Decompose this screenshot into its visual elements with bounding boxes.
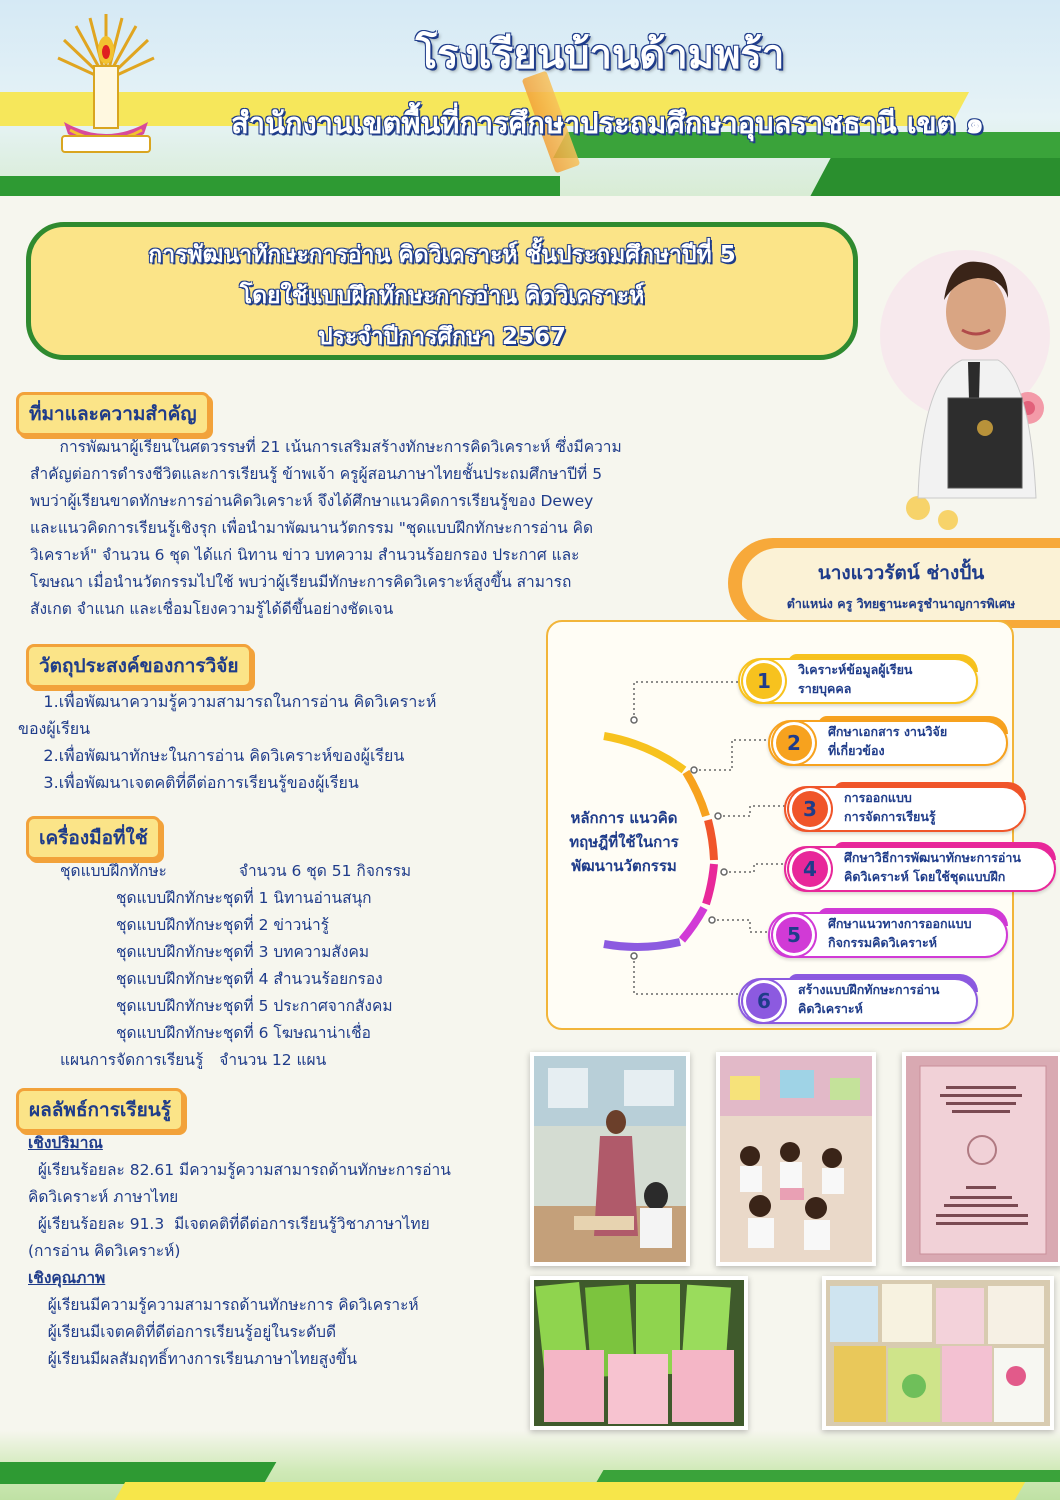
objective-line: 2.เพื่อพัฒนาทักษะในการอ่าน คิดวิเคราะห์ของผู้เรียน — [18, 746, 405, 765]
background-line: และแนวคิดการเรียนรู้เชิงรุก เพื่อนำมาพัฒนานวัตกรรม "ชุดแบบฝึกทักษะการอ่าน คิด — [30, 519, 594, 537]
quant-line: คิดวิเคราะห์ ภาษาไทย — [28, 1188, 179, 1206]
school-name: โรงเรียนบ้านด้ามพร้า — [415, 31, 785, 78]
step-number: 2 — [776, 725, 812, 761]
footer-yellow-stripe — [115, 1482, 1025, 1500]
exercise-books-photo — [530, 1276, 748, 1430]
step-label-line: คิดวิเคราะห์ — [798, 1001, 863, 1016]
teacher-name: นางแววรัตน์ ช่างปั้น — [817, 562, 985, 584]
step-label — [828, 914, 972, 952]
background-line: วิเคราะห์" จำนวน 6 ชุด ได้แก่ นิทาน ข่าว บทความ สำนวนร้อยกรอง ประกาศ และ — [30, 546, 580, 564]
objectives-heading: วัตถุประสงค์ของการวิจัย — [26, 644, 252, 688]
research-title-box — [26, 222, 858, 360]
teacher-position: ตำแหน่ง ครู วิทยฐานะครูชำนาญการพิเศษ — [786, 596, 1016, 611]
header-bottom-bar — [0, 176, 560, 196]
step-number: 3 — [792, 791, 828, 827]
tool-set-item: ชุดแบบฝึกทักษะชุดที่ 1 นิทานอ่านสนุก — [116, 889, 372, 907]
results-text — [28, 1130, 528, 1373]
step-label-line: คิดวิเคราะห์ โดยใช้ชุดแบบฝึก — [844, 869, 1006, 884]
quant-line: (การอ่าน คิดวิเคราะห์) — [28, 1242, 181, 1260]
center-label-line: ทฤษฎีที่ใช้ในการ — [569, 833, 679, 851]
worksheets-photo — [822, 1276, 1054, 1430]
process-step — [784, 786, 1026, 832]
background-line: โฆษณา เมื่อนำนวัตกรรมไปใช้ พบว่าผู้เรียนมีทักษะการคิดวิเคราะห์สูงขึ้น สามารถ — [30, 573, 572, 591]
tool-set-item: ชุดแบบฝึกทักษะชุดที่ 5 ประกาศจากสังคม — [116, 997, 393, 1015]
title-line-2: โดยใช้แบบฝึกทักษะการอ่าน คิดวิเคราะห์ — [239, 283, 645, 309]
qual-line: ผู้เรียนมีเจตคติที่ดีต่อการเรียนรู้อยู่ในระดับดี — [28, 1323, 337, 1341]
candle-emblem-icon — [50, 10, 162, 160]
objective-line: ของผู้เรียน — [18, 719, 91, 738]
step-label-line: การจัดการเรียนรู้ — [844, 809, 936, 824]
step-label — [844, 788, 936, 826]
step-label — [798, 660, 912, 698]
qualitative-heading: เชิงคุณภาพ — [28, 1269, 106, 1287]
step-label-line: สร้างแบบฝึกทักษะการอ่าน — [798, 982, 940, 997]
background-line: สำคัญต่อการดำรงชีวิตและการเรียนรู้ ข้าพเจ้า ครูผู้สอนภาษาไทยชั้นประถมศึกษาปีที่ 5 — [30, 465, 603, 483]
step-label — [828, 722, 947, 760]
tools-plan-label: แผนการจัดการเรียนรู้ — [60, 1051, 204, 1069]
step-label — [798, 980, 939, 1018]
step-label-line: ศึกษาเอกสาร งานวิจัย — [828, 724, 948, 739]
tools-plan-count: จำนวน 12 แผน — [219, 1051, 327, 1069]
background-heading: ที่มาและความสำคัญ — [16, 392, 210, 436]
header-banner — [0, 0, 1060, 196]
step-number: 4 — [792, 851, 828, 887]
tool-set-item: ชุดแบบฝึกทักษะชุดที่ 2 ข่าวน่ารู้ — [116, 916, 330, 934]
step-label-line: ศึกษาวิธีการพัฒนาทักษะการอ่าน — [844, 850, 1021, 865]
background-line: พบว่าผู้เรียนขาดทักษะการอ่านคิดวิเคราะห์ จึงได้ศึกษาแนวคิดการเรียนรู้ของ Dewey — [30, 492, 594, 510]
step-label-line: การออกแบบ — [844, 790, 912, 805]
step-number: 6 — [746, 983, 782, 1019]
footer-green-stripe — [0, 1462, 276, 1484]
office-name: สำนักงานเขตพื้นที่การศึกษาประถมศึกษาอุบลราชธานี เขต ๑ — [231, 106, 984, 140]
tools-heading: เครื่องมือที่ใช้ — [26, 816, 161, 860]
teacher-card — [742, 548, 1060, 620]
qual-line: ผู้เรียนมีผลสัมฤทธิ์ทางการเรียนภาษาไทยสูงขึ้น — [28, 1350, 357, 1368]
tools-text — [60, 858, 530, 1074]
teacher-photo — [898, 238, 1048, 538]
title-line-1: การพัฒนาทักษะการอ่าน คิดวิเคราะห์ ชั้นประถมศึกษาปีที่ 5 — [148, 242, 736, 268]
objectives-text — [18, 688, 518, 796]
background-line: การพัฒนาผู้เรียนในศตวรรษที่ 21 เน้นการเสริมสร้างทักษะการคิดวิเคราะห์ ซึ่งมีความ — [30, 438, 622, 456]
tool-set-item: ชุดแบบฝึกทักษะชุดที่ 4 สำนวนร้อยกรอง — [116, 970, 383, 988]
center-label-line: หลักการ แนวคิด — [570, 809, 678, 827]
step-label-line: ที่เกี่ยวข้อง — [828, 743, 885, 758]
results-heading: ผลลัพธ์การเรียนรู้ — [16, 1088, 184, 1132]
quant-line: ผู้เรียนร้อยละ 82.61 มีความรู้ความสามารถด้านทักษะการอ่าน — [28, 1161, 451, 1179]
process-step — [784, 846, 1056, 892]
step-label-line: รายบุคคล — [798, 681, 852, 696]
report-cover-photo — [902, 1052, 1060, 1266]
step-label-line: ศึกษาแนวทางการออกแบบ — [828, 916, 972, 931]
process-step — [738, 978, 978, 1024]
step-number: 5 — [776, 917, 812, 953]
footer-green-stripe-2 — [597, 1470, 1060, 1482]
process-center-label — [554, 806, 694, 878]
process-step — [738, 658, 978, 704]
step-label — [844, 848, 1021, 886]
step-number: 1 — [746, 663, 782, 699]
tools-main-count: จำนวน 6 ชุด 51 กิจกรรม — [238, 862, 412, 880]
process-step — [768, 912, 1008, 958]
background-line: สังเกต จำแนก และเชื่อมโยงความรู้ได้ดีขึ้นอย่างชัดเจน — [30, 600, 394, 618]
header-dark-green-stripe — [809, 158, 1060, 196]
objective-line: 1.เพื่อพัฒนาความรู้ความสามารถในการอ่าน คิดวิเคราะห์ — [18, 692, 437, 711]
classroom-photo-1 — [530, 1052, 690, 1266]
classroom-photo-2 — [716, 1052, 876, 1266]
process-step — [768, 720, 1008, 766]
step-label-line: กิจกรรมคิดวิเคราะห์ — [828, 935, 937, 950]
quant-line: ผู้เรียนร้อยละ 91.3 มีเจตคติที่ดีต่อการเรียนรู้วิชาภาษาไทย — [28, 1215, 430, 1233]
tools-main-label: ชุดแบบฝึกทักษะ — [60, 862, 167, 880]
title-line-3: ประจำปีการศึกษา 2567 — [317, 324, 567, 350]
center-label-line: พัฒนานวัตกรรม — [571, 857, 677, 875]
qual-line: ผู้เรียนมีความรู้ความสามารถด้านทักษะการ คิดวิเคราะห์ — [28, 1296, 419, 1314]
step-label-line: วิเคราะห์ข้อมูลผู้เรียน — [798, 662, 913, 677]
tool-set-item: ชุดแบบฝึกทักษะชุดที่ 6 โฆษณาน่าเชื่อ — [116, 1024, 371, 1042]
objective-line: 3.เพื่อพัฒนาเจตคติที่ดีต่อการเรียนรู้ของผู้เรียน — [18, 773, 359, 792]
background-text — [30, 434, 710, 623]
quantitative-heading: เชิงปริมาณ — [28, 1134, 103, 1152]
tool-set-item: ชุดแบบฝึกทักษะชุดที่ 3 บทความสังคม — [116, 943, 370, 961]
